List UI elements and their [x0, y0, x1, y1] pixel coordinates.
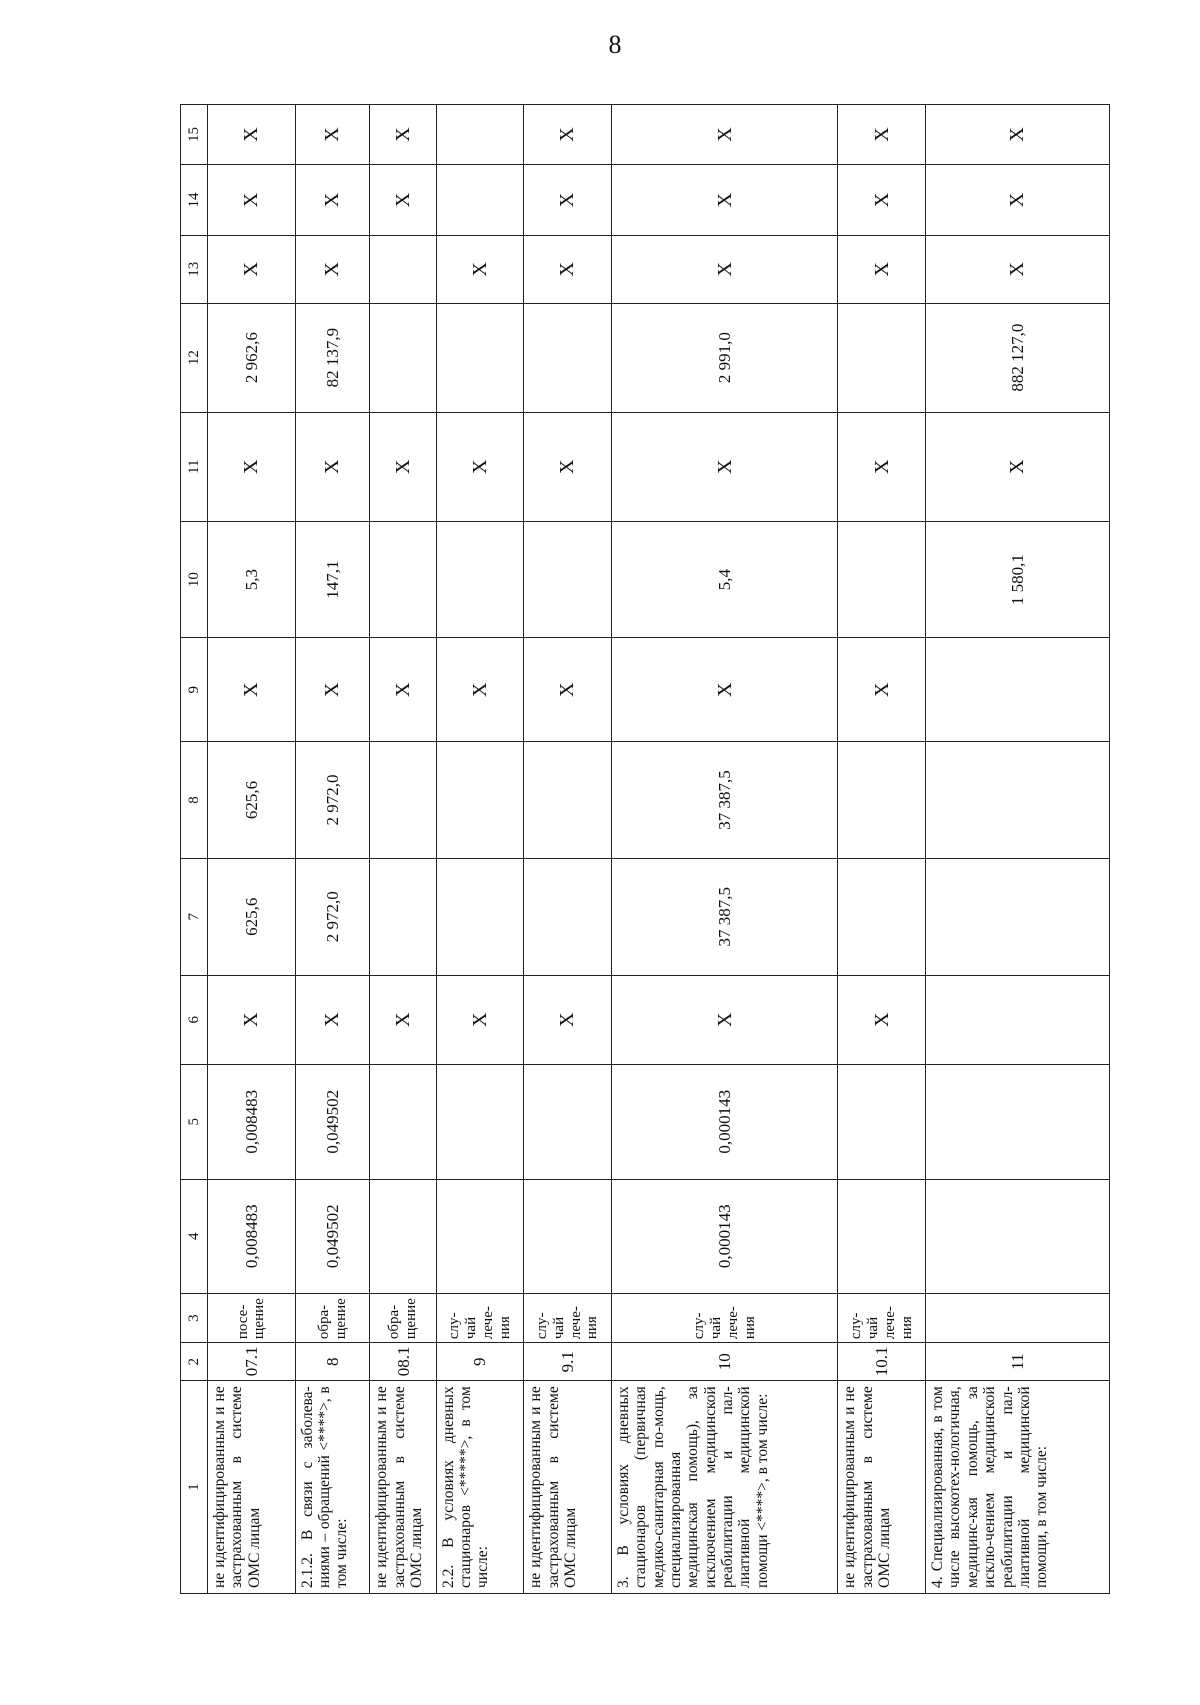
table-cell [370, 235, 436, 303]
table-row [838, 105, 926, 1594]
table-cell [926, 858, 1110, 975]
table-cell: 2 972,0 [295, 858, 370, 975]
table-cell [370, 858, 436, 975]
table-cell: X [926, 412, 1110, 521]
table-cell: X [926, 235, 1110, 303]
table-cell: X [524, 975, 612, 1064]
table-cell [926, 1179, 1110, 1294]
table-cell: X [838, 638, 926, 742]
table-cell: X [295, 412, 370, 521]
table-cell: 882 127,0 [926, 303, 1110, 412]
column-header: 5 [181, 1064, 208, 1179]
page-number: 8 [608, 30, 622, 59]
table-cell: X [370, 105, 436, 165]
table-cell [926, 1294, 1110, 1343]
table-cell: X [370, 165, 436, 236]
table-cell [370, 1179, 436, 1294]
table-cell: 625,6 [208, 858, 296, 975]
table-cell: X [611, 165, 838, 236]
table-cell [436, 165, 524, 236]
table-cell [370, 303, 436, 412]
column-header: 15 [181, 105, 208, 165]
table-cell: 9 [436, 1343, 524, 1381]
header-row [181, 105, 208, 1594]
table-cell: 0,049502 [295, 1179, 370, 1294]
table-cell: посе-щение [208, 1294, 296, 1343]
table-cell: X [926, 105, 1110, 165]
table-cell: X [436, 235, 524, 303]
table-cell [524, 742, 612, 859]
table-cell: X [436, 412, 524, 521]
table-cell [524, 521, 612, 638]
table-cell: 0,049502 [295, 1064, 370, 1179]
table-cell: X [208, 165, 296, 236]
table-cell [370, 1064, 436, 1179]
table-cell [436, 303, 524, 412]
table-cell [436, 1179, 524, 1294]
table-cell [436, 105, 524, 165]
table-cell: 11 [926, 1343, 1110, 1381]
table-cell: 2 972,0 [295, 742, 370, 859]
table-cell: X [208, 412, 296, 521]
column-header: 14 [181, 165, 208, 236]
table-cell [838, 742, 926, 859]
table-cell: 08.1 [370, 1343, 436, 1381]
table-cell: 147,1 [295, 521, 370, 638]
row-label-cell: 2.1.2. В связи с заболева-ниями – обращений <****>, в том числе: [295, 1381, 370, 1594]
table-cell [436, 858, 524, 975]
column-header: 9 [181, 638, 208, 742]
table-cell: X [838, 235, 926, 303]
table-cell: X [295, 235, 370, 303]
table-cell: 10 [611, 1343, 838, 1381]
table-cell [524, 1179, 612, 1294]
row-label-cell: 3. В условиях дневных стационаров (первичная медико-санитарная по-мощь, специализированная медицинская помощь), за исключением медицинской реабилитации и пал-лиативной медицинской помощи <****>, в том числе: [611, 1381, 838, 1594]
row-label-cell: не идентифицированным и не застрахованным в системе ОМС лицам [524, 1381, 612, 1594]
table-cell [926, 638, 1110, 742]
table-cell: X [926, 165, 1110, 236]
table-cell: X [611, 975, 838, 1064]
table-cell: X [295, 638, 370, 742]
column-header: 13 [181, 235, 208, 303]
table-cell: 9.1 [524, 1343, 612, 1381]
table-cell: X [524, 638, 612, 742]
table-cell [436, 521, 524, 638]
table-cell: 0,000143 [611, 1179, 838, 1294]
data-table [180, 104, 1110, 1594]
table-cell: X [611, 412, 838, 521]
row-label-cell: не идентифицированным и не застрахованным в системе ОМС лицам [838, 1381, 926, 1594]
row-label-cell: не идентифицированным и не застрахованным в системе ОМС лицам [208, 1381, 296, 1594]
table-cell: X [611, 638, 838, 742]
table-cell [838, 303, 926, 412]
row-label-cell: 4. Специализированная, в том числе высокотех-нологичная, медицинс-кая помощь, за исклю-чением медицинской реабилитации и пал-лиативной медицинской помощи, в том числе: [926, 1381, 1110, 1594]
table-cell: 625,6 [208, 742, 296, 859]
table-cell [524, 1064, 612, 1179]
table-cell: 0,008483 [208, 1064, 296, 1179]
table-cell: слу-чай лече-ния [611, 1294, 838, 1343]
table-row [611, 105, 838, 1594]
table-cell: обра-щение [370, 1294, 436, 1343]
table-row [926, 105, 1110, 1594]
column-header: 12 [181, 303, 208, 412]
table-cell: 8 [295, 1343, 370, 1381]
column-header: 3 [181, 1294, 208, 1343]
column-header: 7 [181, 858, 208, 975]
table-cell: X [208, 638, 296, 742]
table-cell: 82 137,9 [295, 303, 370, 412]
table-cell [926, 742, 1110, 859]
column-header: 11 [181, 412, 208, 521]
column-header: 1 [181, 1381, 208, 1594]
table-cell [838, 521, 926, 638]
table-row [208, 105, 296, 1594]
table-cell [926, 1064, 1110, 1179]
table-cell: 37 387,5 [611, 858, 838, 975]
table-cell: 10.1 [838, 1343, 926, 1381]
column-header: 8 [181, 742, 208, 859]
table-cell: слу-чай лече-ния [524, 1294, 612, 1343]
table-cell: X [295, 165, 370, 236]
table-row [436, 105, 524, 1594]
table-cell: X [524, 165, 612, 236]
table-cell: X [370, 638, 436, 742]
row-label-cell: не идентифицированным и не застрахованным в системе ОМС лицам [370, 1381, 436, 1594]
table-cell: X [838, 105, 926, 165]
table-cell: X [838, 165, 926, 236]
table-cell: X [208, 975, 296, 1064]
table-cell: 07.1 [208, 1343, 296, 1381]
table-cell [838, 858, 926, 975]
rotated-table-container [180, 104, 1110, 1594]
table-cell [524, 303, 612, 412]
table-row [524, 105, 612, 1594]
column-header: 10 [181, 521, 208, 638]
table-cell [436, 1064, 524, 1179]
table-cell: 0,008483 [208, 1179, 296, 1294]
table-cell: X [611, 235, 838, 303]
table-cell [524, 858, 612, 975]
table-cell: 37 387,5 [611, 742, 838, 859]
table-cell: 5,4 [611, 521, 838, 638]
column-header: 2 [181, 1343, 208, 1381]
table-cell: X [838, 412, 926, 521]
table-cell: X [370, 975, 436, 1064]
table-cell: X [208, 105, 296, 165]
table-cell [926, 975, 1110, 1064]
column-header: 4 [181, 1179, 208, 1294]
table-cell [436, 742, 524, 859]
table-cell: 0,000143 [611, 1064, 838, 1179]
table-cell: X [524, 412, 612, 521]
table-row [370, 105, 436, 1594]
table-cell: 2 962,6 [208, 303, 296, 412]
table-cell: X [295, 975, 370, 1064]
table-cell [370, 742, 436, 859]
table-cell [838, 1064, 926, 1179]
table-body [208, 105, 1110, 1594]
table-cell: X [838, 975, 926, 1064]
column-header: 6 [181, 975, 208, 1064]
table-cell: X [370, 412, 436, 521]
table-cell: X [524, 235, 612, 303]
table-row [295, 105, 370, 1594]
table-cell: слу-чай лече-ния [436, 1294, 524, 1343]
table-cell: X [208, 235, 296, 303]
table-cell: X [436, 975, 524, 1064]
table-cell: 1 580,1 [926, 521, 1110, 638]
table-cell [370, 521, 436, 638]
table-cell: X [611, 105, 838, 165]
table-cell: X [295, 105, 370, 165]
table-cell [838, 1179, 926, 1294]
table-cell: X [436, 638, 524, 742]
table-cell: X [524, 105, 612, 165]
table-cell: 2 991,0 [611, 303, 838, 412]
table-cell: слу-чай лече-ния [838, 1294, 926, 1343]
table-cell: обра-щение [295, 1294, 370, 1343]
table-cell: 5,3 [208, 521, 296, 638]
row-label-cell: 2.2. В условиях дневных стационаров <*****>, в том числе: [436, 1381, 524, 1594]
